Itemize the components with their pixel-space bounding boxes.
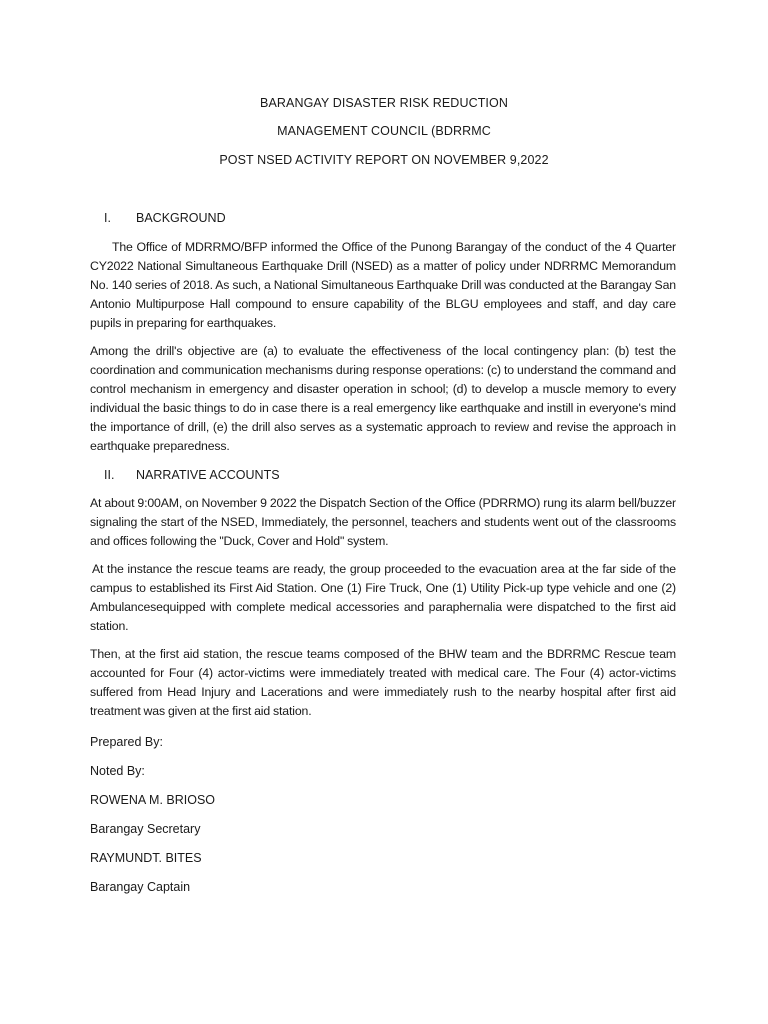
section-number: II. [104,468,115,482]
narrative-paragraph-3: Then, at the first aid station, the rescue teams composed of the BHW team and the BDRRMC Rescue team accounted for Four (4) actor-victims were immediately treated with medical care. The Four (4) actor-victims suffered from Head Injury and Lacerations and were immediately rush to the nearby hospital after first aid treatment was given at the first aid station. [90,647,676,719]
background-paragraph-2: Among the drill's objective are (a) to evaluate the effectiveness of the local contingency plan: (b) test the coordination and communication mechanisms during response operations: (c) to understand the command and control mechanism in emergency and disaster operation in school; (d) to develop a muscle memory to every individual the basic things to do in case there is a real emergency like earthquake and instill in everyone's mind the importance of drill, (e) the drill also serves as a systematic approach to review and revise the approach in earthquake preparedness. [90,344,676,454]
narrative-paragraph-1: At about 9:00AM, on November 9 2022 the Dispatch Section of the Office (PDRRMO) rung its alarm bell/buzzer signaling the start of the NSED, Immediately, the personnel, teachers and students went out of the classrooms and offices following the "Duck, Cover and Hold" system. [90,496,676,549]
narrative-paragraph-2: At the instance the rescue teams are ready, the group proceeded to the evacuation area at the far side of the campus to established its First Aid Station. One (1) Fire Truck, One (1) Utility Pick-up type vehicle and one (2) Ambulancesequipped with complete medical accessories and paraphernalia were dispatched to the first aid station. [90,562,676,634]
title-line-2: MANAGEMENT COUNCIL (BDRRMC [277,124,491,138]
section-heading-background [104,210,226,226]
section-number: I. [104,211,111,225]
section-heading-narrative [104,467,280,483]
signatory-name-1: ROWENA M. BRIOSO [90,793,216,807]
signatory-name-2: RAYMUNDT. BITES [90,851,202,865]
section-title: NARRATIVE ACCOUNTS [136,468,280,482]
title-line-1: BARANGAY DISASTER RISK REDUCTION [260,96,508,110]
signatory-title-2: Barangay Captain [90,880,191,894]
background-paragraph-1: The Office of MDRRMO/BFP informed the Office of the Punong Barangay of the conduct of the 4 Quarter CY2022 National Simultaneous Earthquake Drill (NSED) as a matter of policy under NDRRMC Memorandum No. 140 series of 2018. As such, a National Simultaneous Earthquake Drill was conducted at the Barangay San Antonio Multipurpose Hall compound to ensure capability of the BLGU employees and staff, and day care pupils in preparing for earthquakes. [90,240,676,331]
signatory-title-1: Barangay Secretary [90,822,201,836]
title-line-3: POST NSED ACTIVITY REPORT ON NOVEMBER 9,2022 [219,153,549,167]
noted-by-label: Noted By: [90,764,145,778]
section-title: BACKGROUND [136,211,226,225]
prepared-by-label: Prepared By: [90,735,163,749]
